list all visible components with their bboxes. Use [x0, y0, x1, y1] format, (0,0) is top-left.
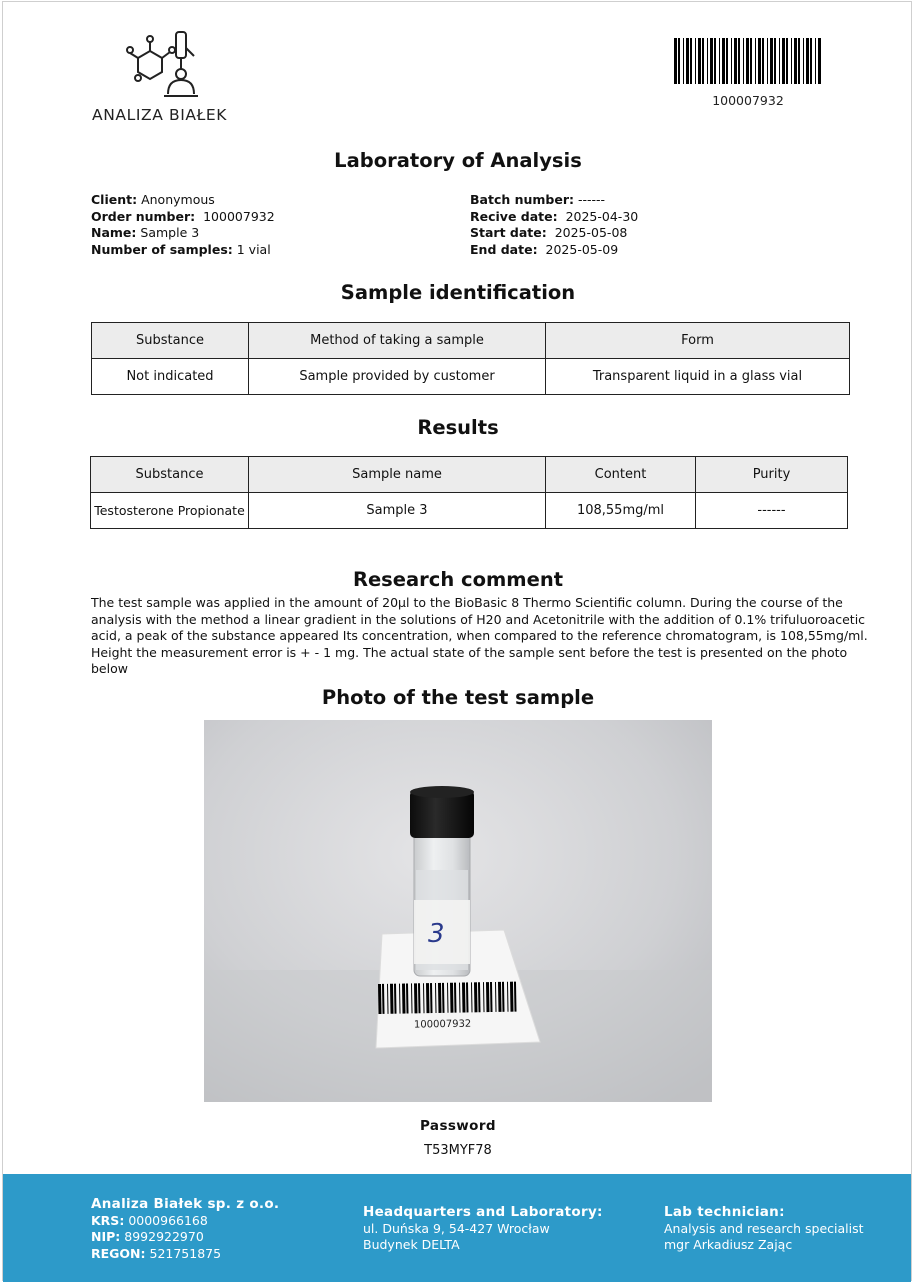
- vial-label-text: 3: [428, 919, 445, 949]
- info-left: [91, 192, 275, 258]
- barcode-bar: [722, 38, 725, 84]
- footer-company-name: Analiza Białek sp. z o.o.: [91, 1196, 280, 1212]
- table-row: [92, 359, 850, 395]
- barcode-bar: [779, 38, 780, 84]
- barcode-bar: [815, 38, 816, 84]
- footer-lab-technician: [664, 1204, 864, 1254]
- barcode-bar: [702, 38, 704, 84]
- barcode-bar: [438, 983, 442, 1013]
- barcode-bar: [678, 38, 680, 84]
- table-header-row: [92, 323, 850, 359]
- table-cell: Sample provided by customer: [249, 359, 546, 395]
- barcode-number: 100007932: [712, 93, 784, 108]
- barcode-bar: [683, 38, 684, 84]
- barcode-bar: [738, 38, 740, 84]
- table-header: Substance: [92, 323, 249, 359]
- table-header: Method of taking a sample: [249, 323, 546, 359]
- barcode-bar: [710, 38, 713, 84]
- barcode-bar: [774, 38, 776, 84]
- footer-nip: NIP: 8992922970: [91, 1229, 204, 1244]
- table-cell: Testosterone Propionate: [91, 493, 249, 529]
- barcode-bar: [450, 983, 454, 1013]
- barcode-bar: [474, 982, 478, 1012]
- barcode-bar: [695, 38, 696, 84]
- logo-text: ANALIZA BIAŁEK: [92, 106, 228, 124]
- page-title: Laboratory of Analysis: [334, 149, 582, 172]
- barcode-bar: [686, 38, 689, 84]
- footer-hq-building: Budynek DELTA: [363, 1237, 460, 1252]
- info-client: Client: Anonymous: [91, 192, 215, 207]
- barcode-bar: [462, 982, 466, 1012]
- table-cell: 108,55mg/ml: [546, 493, 696, 529]
- barcode-bar: [707, 38, 708, 84]
- footer-tech-title: Lab technician:: [664, 1204, 785, 1220]
- barcode-bar: [767, 38, 768, 84]
- results-table: [90, 456, 848, 529]
- barcode-bar: [726, 38, 728, 84]
- table-header: Content: [546, 457, 696, 493]
- barcode-bar: [758, 38, 761, 84]
- section-title-results: Results: [417, 416, 499, 439]
- footer-hq-title: Headquarters and Laboratory:: [363, 1204, 603, 1220]
- table-row: [91, 493, 848, 529]
- barcode-bar: [674, 38, 677, 84]
- footer-company: [91, 1196, 279, 1262]
- sample-photo: [204, 720, 712, 1102]
- table-header: Substance: [91, 457, 249, 493]
- section-title-photo: Photo of the test sample: [321, 686, 595, 709]
- barcode-bar: [794, 38, 797, 84]
- info-start-date: Start date: 2025-05-08: [470, 225, 628, 240]
- section-title-comment: Research comment: [352, 568, 564, 591]
- photo-barcode-number: 100007932: [413, 1018, 472, 1031]
- barcode-bar: [698, 38, 701, 84]
- barcode-bar: [791, 38, 792, 84]
- barcode-bar: [798, 38, 800, 84]
- barcode-bar: [746, 38, 749, 84]
- table-cell: ------: [696, 493, 848, 529]
- table-header-row: [91, 457, 848, 493]
- barcode-bar: [762, 38, 764, 84]
- footer-krs: KRS: 0000966168: [91, 1212, 208, 1228]
- barcode-bar: [803, 38, 804, 84]
- footer-regon: REGON: 521751875: [91, 1245, 222, 1261]
- barcode-bar: [743, 38, 744, 84]
- barcode-bar: [390, 984, 394, 1014]
- barcode-bar: [786, 38, 788, 84]
- table-cell: Not indicated: [92, 359, 249, 395]
- footer-tech-role: Analysis and research specialist: [664, 1220, 864, 1236]
- barcode-bar: [498, 982, 502, 1012]
- barcode-bar: [714, 38, 716, 84]
- footer-hq-address: ul. Duńska 9, 54-427 Wrocław: [363, 1220, 550, 1236]
- info-number-of-samples: Number of samples: 1 vial: [91, 241, 271, 257]
- barcode-bar: [510, 982, 514, 1012]
- barcode-bar: [755, 38, 756, 84]
- company-logo: [92, 28, 242, 128]
- barcode: [674, 38, 824, 84]
- identification-table: [91, 322, 850, 395]
- barcode-bar: [734, 38, 737, 84]
- table-cell: Sample 3: [249, 493, 546, 529]
- lab-logo-icon: [124, 28, 204, 100]
- info-end-date: End date: 2025-05-09: [470, 241, 619, 257]
- table-cell: Transparent liquid in a glass vial: [546, 359, 850, 395]
- section-title-identification: Sample identification: [340, 281, 576, 304]
- barcode-bar: [378, 984, 382, 1014]
- barcode-bar: [486, 982, 490, 1012]
- barcode-bar: [414, 983, 418, 1013]
- barcode-bar: [719, 38, 720, 84]
- info-name: Name: Sample 3: [91, 225, 200, 240]
- table-header: Purity: [696, 457, 848, 493]
- password-label: Password: [420, 1118, 496, 1134]
- barcode-bar: [750, 38, 752, 84]
- footer: [3, 1174, 911, 1282]
- info-right: [470, 192, 638, 258]
- table-header: Form: [546, 323, 850, 359]
- table-header: Sample name: [249, 457, 546, 493]
- barcode-bar: [806, 38, 809, 84]
- password-value: T53MYF78: [424, 1143, 492, 1158]
- info-batch-number: Batch number: ------: [470, 192, 606, 207]
- barcode-bar: [810, 38, 812, 84]
- research-comment-text: The test sample was applied in the amount of 20µl to the BioBasic 8 Thermo Scientific column. During the course of the analysis with the method a linear gradient in the solutions of H20 and Acetonitrile with the addition of 0.1% trifuluoroacetic acid, a peak of the substance appeared Its concentration, when compared to the reference chromatogram, is 108,55mg/ml. Height the measurement error is + - 1 mg. The actual state of the sample sent before the test is presented on the photo below: [91, 595, 868, 676]
- barcode-bar: [402, 984, 406, 1014]
- barcode-bar: [770, 38, 773, 84]
- barcode-bar: [426, 983, 430, 1013]
- barcode-bar: [690, 38, 692, 84]
- info-receive-date: Recive date: 2025-04-30: [470, 208, 639, 224]
- footer-headquarters: [363, 1204, 603, 1254]
- barcode-bar: [818, 38, 821, 84]
- footer-tech-name: mgr Arkadiusz Zając: [664, 1237, 793, 1252]
- barcode-bar: [731, 38, 732, 84]
- barcode-bar: [782, 38, 785, 84]
- info-order-number: Order number: 100007932: [91, 208, 275, 224]
